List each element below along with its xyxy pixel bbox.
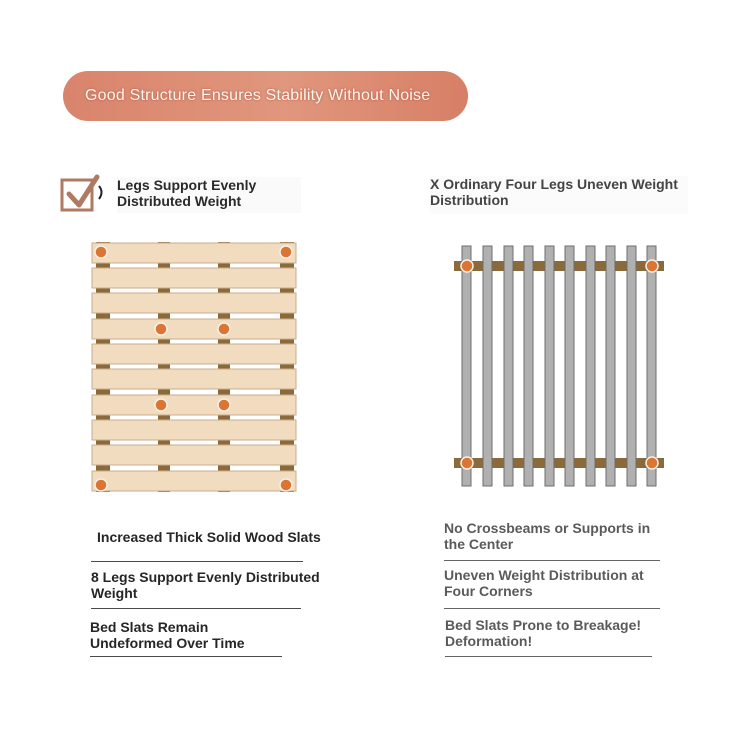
solid-wood-bed-frame [88,240,300,495]
banner-title: Good Structure Ensures Stability Without Noise [85,87,431,104]
left-heading: Legs Support Evenly Distributed Weight [117,177,301,213]
leg-dot [155,399,167,411]
divider [90,656,282,657]
leg-dot [95,479,107,491]
wood-slat [92,369,296,389]
leg-dot [218,323,230,335]
leg-dot [646,260,658,272]
right-feature-3 [445,617,650,649]
divider [444,560,660,561]
right-feature-1 [444,520,656,552]
leg-dot [646,457,658,469]
leg-dot [280,246,292,258]
divider [91,608,301,609]
left-feature-1 [97,529,337,545]
metal-slat [483,246,492,486]
feature-text: No Crossbeams or Supports in the Center [444,520,651,552]
metal-slat [504,246,513,486]
wood-slat [92,445,296,465]
leg-dot [280,479,292,491]
wood-slat [92,471,296,491]
metal-slat [462,246,471,486]
leg-dot [218,399,230,411]
ordinary-bed-frame [452,243,668,491]
leg-dot [461,260,473,272]
metal-slat [524,246,533,486]
leg-dot [95,246,107,258]
wood-slat [92,293,296,313]
metal-slat [647,246,656,486]
left-feature-3 [90,619,275,651]
wood-slat [92,319,296,339]
divider [445,656,652,657]
wood-slat [92,395,296,415]
wood-slat [92,243,296,263]
metal-slat [565,246,574,486]
metal-slat [627,246,636,486]
left-feature-2 [91,569,331,601]
leg-dot [461,457,473,469]
divider [91,561,303,562]
wood-slat [92,268,296,288]
wood-slat [92,420,296,440]
feature-text: Bed Slats Remain Undeformed Over Time [90,619,245,651]
metal-slat [606,246,615,486]
checkmark-box-icon [60,172,108,216]
feature-text: 8 Legs Support Evenly Distributed Weight [91,569,320,601]
right-feature-2 [444,567,656,599]
feature-text: Increased Thick Solid Wood Slats [97,529,321,545]
metal-slat [545,246,554,486]
leg-dot [155,323,167,335]
right-heading: X Ordinary Four Legs Uneven Weight Distribution [430,176,688,214]
feature-text: Uneven Weight Distribution at Four Corners [444,567,644,599]
feature-text: Bed Slats Prone to Breakage! Deformation! [445,617,642,649]
divider [444,608,660,609]
wood-slat [92,344,296,364]
title-banner [63,71,468,121]
metal-slat [586,246,595,486]
